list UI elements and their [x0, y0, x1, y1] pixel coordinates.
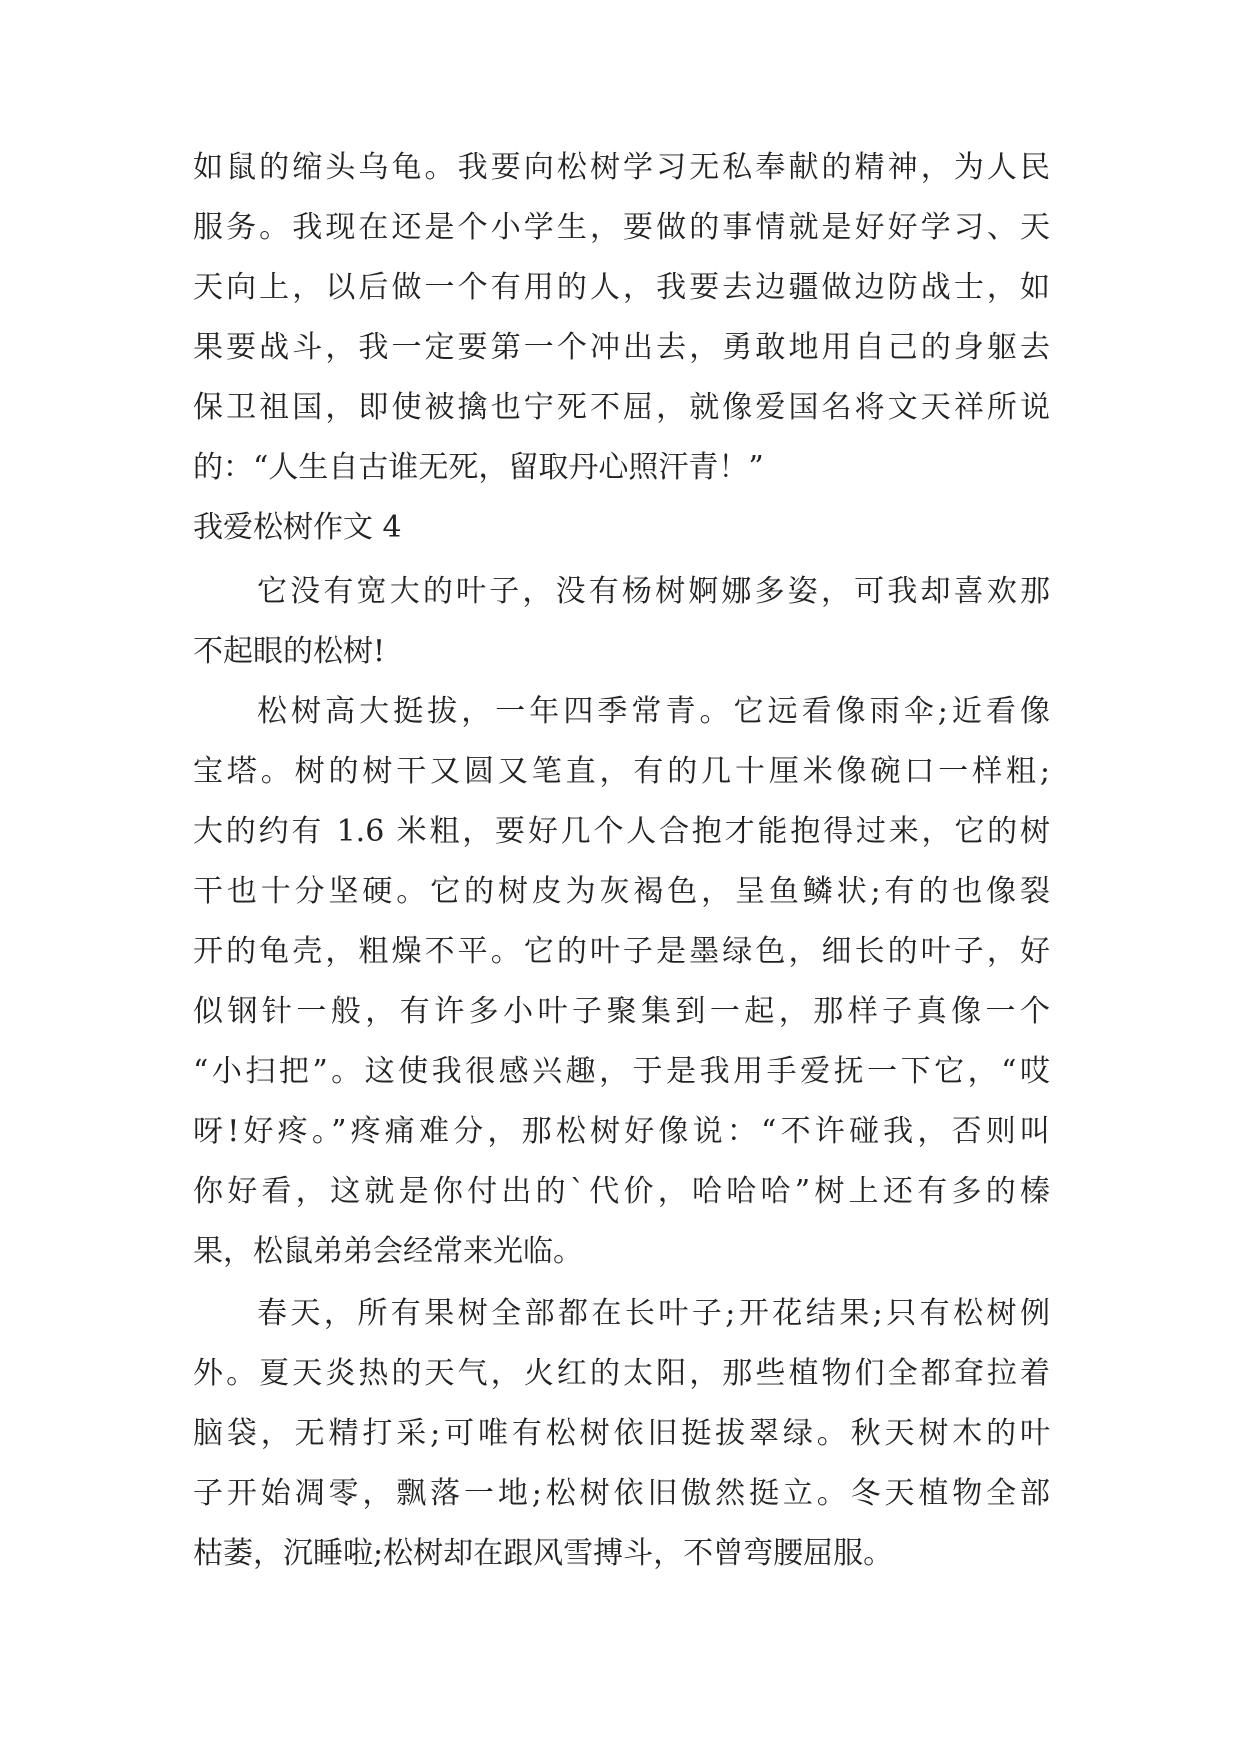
text-line: 脑袋，无精打采;可唯有松树依旧挺拔翠绿。秋天树木的叶 — [193, 1416, 1050, 1451]
text-line: 它没有宽大的叶子，没有杨树婀娜多姿，可我却喜欢那 — [257, 574, 1050, 609]
text-line: 服务。我现在还是个小学生，要做的事情就是好好学习、天 — [193, 210, 1050, 245]
continuation-paragraph — [193, 138, 1050, 498]
text-line: 天向上，以后做一个有用的人，我要去边疆做边防战士，如 — [193, 270, 1050, 305]
text-line: 果要战斗，我一定要第一个冲出去，勇敢地用自己的身躯去 — [193, 330, 1050, 365]
text-line: 开的龟壳，粗燥不平。它的叶子是墨绿色，细长的叶子，好 — [193, 934, 1050, 969]
text-line: 松树高大挺拔，一年四季常青。它远看像雨伞;近看像 — [257, 694, 1050, 729]
text-line: 不起眼的松树! — [193, 634, 386, 669]
paragraph-3 — [193, 1284, 1050, 1584]
text-line: 如鼠的缩头乌龟。我要向松树学习无私奉献的精神，为人民 — [193, 150, 1050, 185]
text-line: 枯萎，沉睡啦;松树却在跟风雪搏斗，不曾弯腰屈服。 — [193, 1536, 894, 1571]
text-line: 似钢针一般，有许多小叶子聚集到一起，那样子真像一个 — [193, 994, 1050, 1029]
text-line: “小扫把”。这使我很感兴趣，于是我用手爱抚一下它，“哎 — [193, 1054, 1050, 1089]
paragraph-1 — [193, 562, 1050, 682]
text-line: 子开始凋零，飘落一地;松树依旧傲然挺立。冬天植物全部 — [193, 1476, 1050, 1511]
text-line: 你好看，这就是你付出的`代价，哈哈哈”树上还有多的榛 — [193, 1174, 1050, 1209]
text-line: 外。夏天炎热的天气，火红的太阳，那些植物们全都耷拉着 — [193, 1356, 1050, 1391]
section-heading-wrap — [193, 498, 1050, 558]
text-line: 宝塔。树的树干又圆又笔直，有的几十厘米像碗口一样粗; — [193, 754, 1050, 789]
text-line: 呀!好疼。”疼痛难分，那松树好像说：“不许碰我，否则叫 — [193, 1114, 1050, 1149]
text-line: 果，松鼠弟弟会经常来光临。 — [193, 1234, 583, 1269]
section-heading: 我爱松树作文 4 — [193, 510, 402, 545]
text-line: 的：“人生自古谁无死，留取丹心照汗青！” — [193, 450, 764, 485]
text-line: 春天，所有果树全部都在长叶子;开花结果;只有松树例 — [257, 1296, 1050, 1331]
paragraph-2 — [193, 682, 1050, 1282]
text-line: 保卫祖国，即使被擒也宁死不屈，就像爱国名将文天祥所说 — [193, 390, 1050, 425]
text-line: 干也十分坚硬。它的树皮为灰褐色，呈鱼鳞状;有的也像裂 — [193, 874, 1050, 909]
text-line: 大的约有 1.6 米粗，要好几个人合抱才能抱得过来，它的树 — [193, 814, 1050, 849]
